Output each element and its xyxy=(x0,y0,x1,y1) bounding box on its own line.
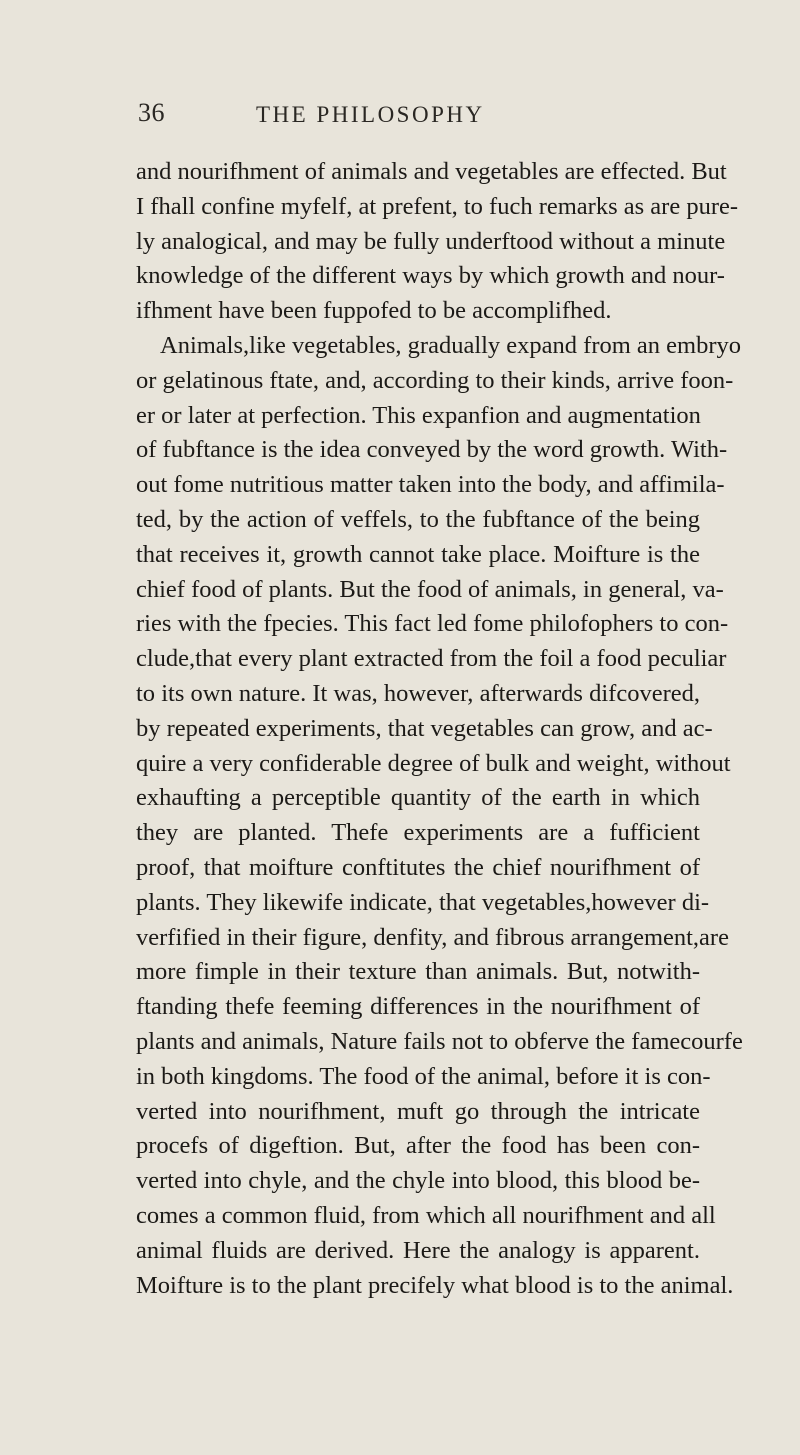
text-line: Moifture is to the plant precifely what blood is to the animal. xyxy=(136,1271,734,1299)
text-line: ftanding thefe feeming differences in the nourifhment of xyxy=(136,993,700,1021)
text-line: of fubftance is the idea conveyed by the word growth. With- xyxy=(136,436,728,464)
text-line: verted into chyle, and the chyle into blood, this blood be- xyxy=(136,1167,700,1195)
text-line: procefs of digeftion. But, after the food has been con- xyxy=(136,1132,700,1160)
text-line: er or later at perfection. This expanfion and augmentation xyxy=(136,401,701,429)
text-line: comes a common fluid, from which all nourifhment and all xyxy=(136,1201,716,1229)
text-line: plants. They likewife indicate, that vegetables,however di- xyxy=(136,888,710,916)
text-line: they are planted. Thefe experiments are a fufficient xyxy=(136,819,700,847)
text-line: to its own nature. It was, however, afterwards difcovered, xyxy=(136,679,700,707)
text-line: clude,that every plant extracted from the foil a food peculiar xyxy=(136,645,727,673)
text-line: out fome nutritious matter taken into the body, and affimila- xyxy=(136,471,725,499)
text-line: animal fluids are derived. Here the analogy is apparent. xyxy=(136,1236,700,1264)
text-line: plants and animals, Nature fails not to obferve the famecourfe xyxy=(136,1027,743,1055)
text-line: I fhall confine myfelf, at prefent, to fuch remarks as are pure- xyxy=(136,192,739,220)
text-line: ly analogical, and may be fully underftood without a minute xyxy=(136,227,726,255)
page-number: 36 xyxy=(138,98,165,127)
text-line: ifhment have been fuppofed to be accomplifhed. xyxy=(136,297,612,325)
text-line: more fimple in their texture than animals. But, notwith- xyxy=(136,958,700,986)
text-line: knowledge of the different ways by which growth and nour- xyxy=(136,262,725,290)
text-line: ries with the fpecies. This fact led fome philofophers to con- xyxy=(136,610,729,638)
body-text xyxy=(136,155,743,1303)
text-line: proof, that moifture conftitutes the chief nourifhment of xyxy=(136,853,700,881)
running-head: THE PHILOSOPHY xyxy=(256,102,485,127)
text-line: in both kingdoms. The food of the animal, before it is con- xyxy=(136,1062,711,1090)
text-line: quire a very confiderable degree of bulk and weight, without xyxy=(136,749,731,777)
page-header xyxy=(0,98,800,138)
text-line: verted into nourifhment, muft go through the intricate xyxy=(136,1097,700,1125)
text-line: or gelatinous ftate, and, according to their kinds, arrive foon- xyxy=(136,366,734,394)
text-line: that receives it, growth cannot take place. Moifture is the xyxy=(136,540,700,568)
text-line: exhaufting a perceptible quantity of the earth in which xyxy=(136,784,700,812)
text-line: and nourifhment of animals and vegetables are effected. But xyxy=(136,158,727,185)
text-line: verfified in their figure, denfity, and fibrous arrangement,are xyxy=(136,923,729,951)
text-line: ted, by the action of veffels, to the fubftance of the being xyxy=(136,505,700,533)
text-line: chief food of plants. But the food of animals, in general, va- xyxy=(136,575,724,603)
text-line: by repeated experiments, that vegetables can grow, and ac- xyxy=(136,714,713,742)
text-line: Animals,like vegetables, gradually expand from an embryo xyxy=(160,331,742,359)
